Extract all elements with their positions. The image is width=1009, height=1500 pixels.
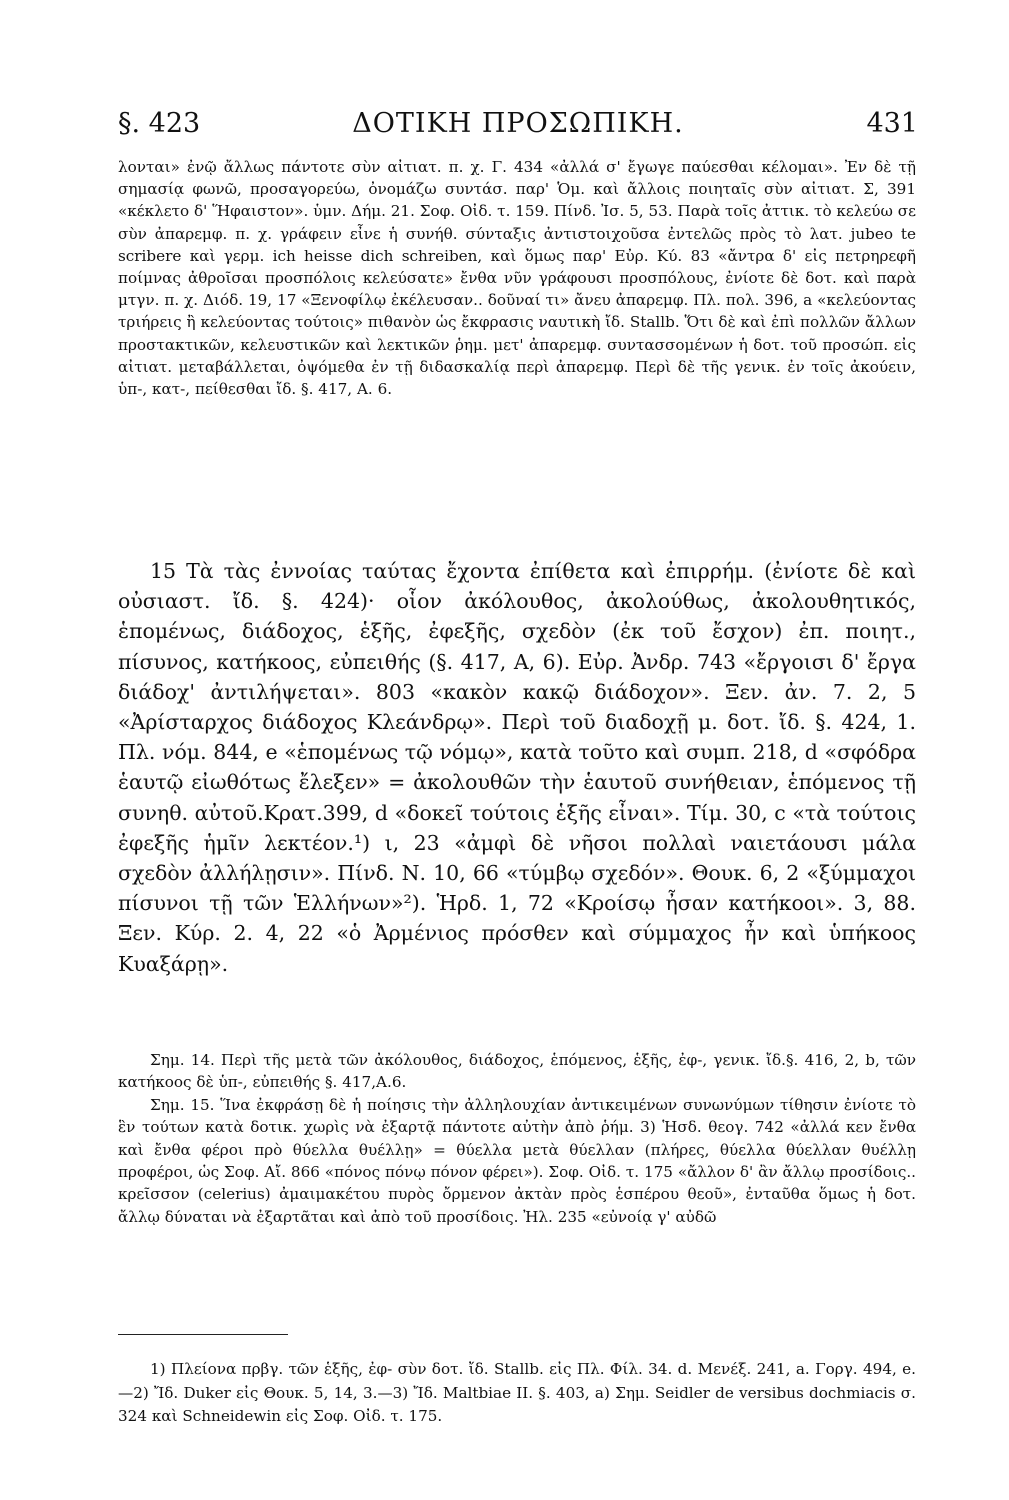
footnotes	[118, 1358, 916, 1429]
section-15-text: 15 Τὰ τὰς ἐννοίας ταύτας ἔχοντα ἐπίθετα καὶ ἐπιρρήμ. (ἐνίοτε δὲ καὶ οὐσιαστ. ἴδ. §. 424)· οἷον ἀκόλουθος, ἀκολούθως, ἀκολουθητικός, ἑπομένως, διάδοχος, ἑξῆς, ἐφεξῆς, σχεδὸν (ἐκ τοῦ ἔσχον) ἐπ. ποιητ., πίσυνος, κατήκοος, εὐπειθής (§. 417, A, 6). Εὐρ. Ἀνδρ. 743 «ἔργοισι δ' ἔργα διάδοχ' ἀντιλήψεται». 803 «κακὸν κακῷ διάδοχον». Ξεν. ἀν. 7. 2, 5 «Ἀρίσταρχος διάδοχος Κλεάνδρῳ». Περὶ τοῦ διαδοχῇ μ. δοτ. ἴδ. §. 424, 1. Πλ. νόμ. 844, e «ἑπομένως τῷ νόμῳ», κατὰ τοῦτο καὶ συμπ. 218, d «σφόδρα ἑαυτῷ εἰωθότως ἔλεξεν» = ἀκολουθῶν τὴν ἑαυτοῦ συνήθειαν, ἑπόμενος τῇ συνηθ. αὐτοῦ.Κρατ.399, d «δοκεῖ τούτοις ἑξῆς εἶναι». Τίμ. 30, c «τὰ τούτοις ἐφεξῆς ἡμῖν λεκτέον.¹) ι, 23 «ἀμφὶ δὲ νῆσοι πολλαὶ ναιετάουσι μάλα σχεδὸν ἀλλήλῃσιν». Πίνδ. Ν. 10, 66 «τύμβῳ σχεδόν». Θουκ. 6, 2 «ξύμμαχοι πίσυνοι τῇ τῶν Ἑλλήνων»²). Ἡρδ. 1, 72 «Κροίσῳ ἦσαν κατήκοοι». 3, 88. Ξεν. Κύρ. 2. 4, 22 «ὁ Ἀρμένιος πρόσθεν καὶ σύμμαχος ἦν καὶ ὑπήκοος Κυαξάρῃ».	[118, 559, 916, 976]
remark-15: Σημ. 15. Ἵνα ἐκφράσῃ δὲ ἡ ποίησις τὴν ἀλληλουχίαν ἀντικειμένων συνωνύμων τίθησιν ἐνίοτε τὸ ἓν τούτων κατὰ δοτικ. χωρὶς νὰ ἐξαρτᾷ πάντοτε αὐτὴν ἀπὸ ῥήμ. 3) Ἡσδ. θεογ. 742 «ἀλλά κεν ἔνθα καὶ ἔνθα φέροι πρὸ θύελλα θυέλλῃ» = θύελλα μετὰ θύελλαν (πλήρες, θύελλα θύελλαν θυέλλῃ προφέροι, ὡς Σοφ. Αἴ. 866 «πόνος πόνῳ πόνον φέρει»). Σοφ. Οἰδ. τ. 175 «ἄλλον δ' ἂν ἄλλῳ προσίδοις.. κρεῖσσον (celerius) ἀμαιμακέτου πυρὸς ὄρμενον ἀκτὰν πρὸς ἑσπέρου θεοῦ», ἐνταῦθα ὅμως ἡ δοτ. ἄλλῳ δύναται νὰ ἐξαρτᾶται καὶ ἀπὸ τοῦ προσίδοις. Ἠλ. 235 «εὐνοίᾳ γ' αὐδῶ	[118, 1095, 916, 1226]
remarks-block	[118, 1049, 916, 1228]
continued-paragraph-text: λονται» ἐνῷ ἄλλως πάντοτε σὺν αἰτιατ. π. χ. Γ. 434 «ἀλλά σ' ἔγωγε παύεσθαι κέλομαι». Ἐν δὲ τῇ σημασίᾳ φωνῶ, προσαγορεύω, ὀνομάζω συντάσ. παρ' Ὁμ. καὶ ἄλλοις ποιηταῖς σὺν αἰτιατ. Σ, 391 «κέκλετο δ' Ἥφαιστον». ὑμν. Δήμ. 21. Σοφ. Οἰδ. τ. 159. Πίνδ. Ἰσ. 5, 53. Παρὰ τοῖς ἀττικ. τὸ κελεύω σε σὺν ἀπαρεμφ. π. χ. γράφειν εἶνε ἡ συνήθ. σύνταξις ἀντιστοιχοῦσα ἐντελῶς πρὸς τὸ λατ. jubeo te scribere καὶ γερμ. ich heisse dich schreiben, καὶ ὅμως παρ' Εὐρ. Κύ. 83 «ἄντρα δ' εἰς πετρηρεφῆ ποίμνας ἀθροῖσαι προσπόλοις κελεύσατε» ἔνθα νῦν γράφουσι προσπόλους, ἐνίοτε δὲ δοτ. καὶ παρὰ μτγν. π. χ. Διόδ. 19, 17 «Ξενοφίλῳ ἐκέλευσαν.. δοῦναί τι» ἄνευ ἀπαρεμφ. Πλ. πολ. 396, a «κελεύοντας τριήρεις ἢ κελεύοντας τούτοις» πιθανὸν ὡς ἔκφρασις ναυτικὴ ἴδ. Stallb. Ὅτι δὲ καὶ ἐπὶ πολλῶν ἄλλων προστακτικῶν, κελευστικῶν καὶ λεκτικῶν ῥημ. μετ' ἀπαρεμφ. συντασσομένων ἡ δοτ. τοῦ προσώπ. εἰς αἰτιατ. μεταβάλλεται, ὀψόμεθα ἐν τῇ διδασκαλίᾳ περὶ ἀπαρεμφ. Περὶ δὲ τῆς γενικ. ἐν τοῖς ἀκούειν, ὑπ-, κατ-, πείθεσθαι ἴδ. §. 417, A. 6.	[118, 158, 916, 399]
section-15-paragraph	[118, 556, 916, 979]
page-number: 431	[866, 108, 918, 139]
remark-14: Σημ. 14. Περὶ τῆς μετὰ τῶν ἀκόλουθος, διάδοχος, ἑπόμενος, ἑξῆς, ἐφ-, γενικ. ἴδ.§. 416, 2, b, τῶν κατήκοος δὲ ὑπ-, εὐπειθής §. 417,A.6.	[118, 1051, 916, 1092]
page-title: ΔΟΤΙΚΗ ΠΡΟΣΩΠΙΚΗ.	[352, 108, 684, 139]
footnotes-text: 1) Πλείονα πρβγ. τῶν ἑξῆς, ἐφ- σὺν δοτ. ἴδ. Stallb. εἰς Πλ. Φίλ. 34. d. Μενέξ. 241, a. Γοργ. 494, e.—2) Ἴδ. Duker εἰς Θουκ. 5, 14, 3.—3) Ἴδ. Maltbiae II. §. 403, a) Σημ. Seidler de versibus dochmiacis σ. 324 καὶ Schneidewin εἰς Σοφ. Οἰδ. τ. 175.	[118, 1360, 916, 1425]
section-number: §. 423	[118, 108, 201, 139]
continued-paragraph	[118, 156, 916, 400]
running-header	[118, 108, 918, 148]
footnote-divider	[118, 1334, 288, 1335]
